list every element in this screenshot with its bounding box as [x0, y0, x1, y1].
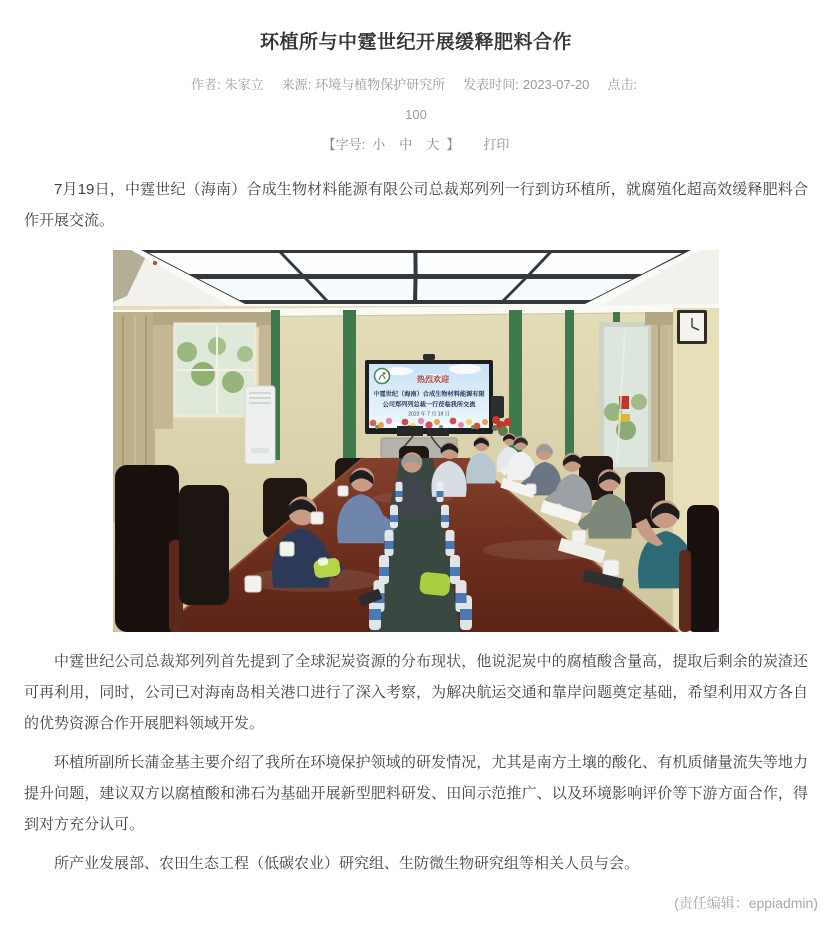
meeting-room-photo [113, 250, 719, 632]
tv-screen [365, 354, 493, 434]
paragraph-intro: 7月19日，中霆世纪（海南）合成生物材料能源有限公司总裁郑列列一行到访环植所，就腐殖化超高效缓释肥料合作开展交流。 [24, 181, 808, 229]
speaker [491, 396, 504, 418]
tv-camera [423, 354, 435, 360]
air-conditioner [245, 386, 275, 464]
print-button[interactable]: 打印 [483, 137, 510, 152]
date-label: 发表时间: [463, 77, 519, 92]
meta-date [463, 77, 589, 92]
meta-author [191, 77, 264, 92]
meta-clicks [607, 77, 641, 92]
author-value: 朱家立 [224, 77, 264, 92]
page-title: 环植所与中霆世纪开展缓释肥料合作 [259, 32, 572, 53]
date-value: 2023-07-20 [522, 77, 590, 92]
clicks-value: 100 [405, 107, 427, 122]
meta-source [282, 77, 446, 92]
fontsize-large-button[interactable]: 大 [426, 137, 440, 152]
screen-welcome-line2: 中霆世纪（海南）合成生物材料能源有限 [373, 391, 485, 398]
editor-note: (责任编辑：eppiadmin) [674, 895, 818, 911]
paragraph-attendees: 所产业发展部、农田生态工程（低碳农业）研究组、生防微生物研究组等相关人员与会。 [54, 855, 640, 872]
paragraph-guest-remarks: 中霆世纪公司总裁郑列列首先提到了全球泥炭资源的分布现状，他说泥炭中的腐植酸含量高，提取后剩余的炭渣还可再利用，同时，公司已对海南岛相关港口进行了深入考察，为解决航运交通和靠岸问题奠定基础，希望利用双方各自的优势资源合作开展肥料领域开发。 [24, 653, 808, 732]
right-glass-door [599, 322, 653, 472]
article-photo [113, 250, 719, 632]
author-label: 作者: [190, 77, 221, 92]
source-value: 环境与植物保护研究所 [315, 77, 446, 92]
paragraph-host-remarks: 环植所副所长蒲金基主要介绍了我所在环境保护领域的研发情况，尤其是南方土壤的酸化、有机质储量流失等地力提升问题，建议双方以腐植酸和沸石为基础开展新型肥料研发、田间示范推广、以及环境影响评价等下游方面合作，得到对方充分认可。 [24, 754, 808, 833]
screen-welcome-line1: 热烈欢迎 [417, 375, 449, 384]
fontsize-medium-button[interactable]: 中 [399, 137, 413, 152]
clicks-label: 点击: [607, 77, 638, 92]
source-label: 来源: [281, 77, 312, 92]
article-meta [24, 70, 808, 130]
fontsize-close-bracket: 】 [446, 137, 460, 152]
left-window [175, 324, 255, 416]
article [0, 30, 832, 879]
screen-welcome-line3: 公司郑列列总裁一行莅临我所交流 [382, 401, 476, 409]
fontsize-toolbar [24, 130, 808, 160]
smoke-detector-light [153, 261, 157, 265]
wall-clock [677, 310, 707, 344]
fontsize-open-bracket: 【字号: [322, 137, 366, 152]
screen-welcome-line4: 2023 年 7 月 19 日 [408, 411, 450, 418]
fontsize-small-button[interactable]: 小 [372, 137, 386, 152]
